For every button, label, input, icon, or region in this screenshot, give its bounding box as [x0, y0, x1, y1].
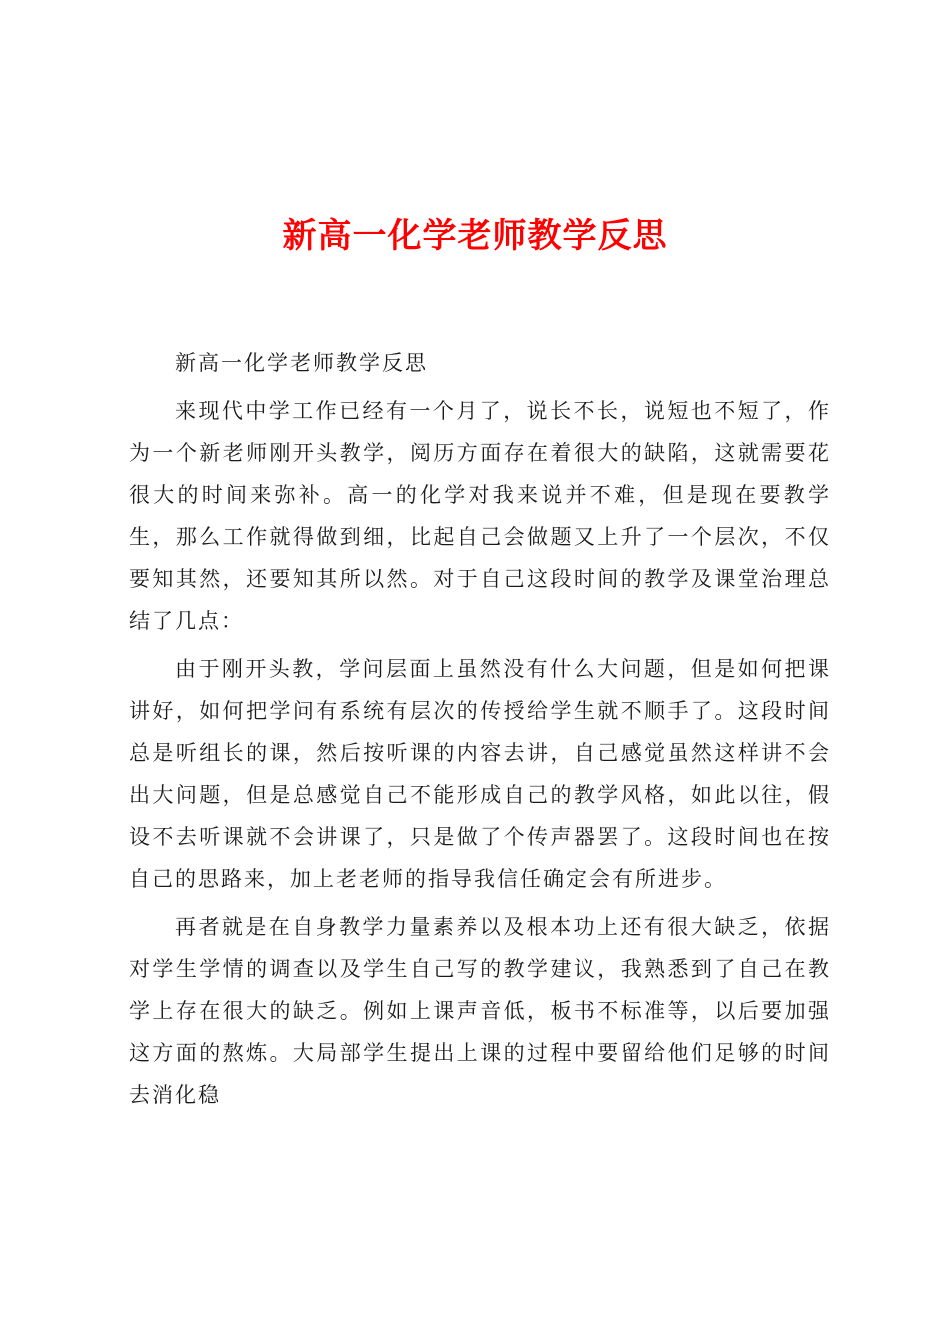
- paragraph-subtitle: 新高一化学老师教学反思: [175, 351, 428, 375]
- paragraph: 再者就是在自身教学力量素养以及根本功上还有很大缺乏，依据对学生学情的调查以及学生自己写的教学建议，我熟悉到了自己在教学上存在很大的缺乏。例如上课声音低，板书不标准等，以后要加强这方面的熬炼。大局部学生提出上课的过程中要留给他们足够的时间去消化稳: [129, 915, 831, 1107]
- document-body: [129, 342, 831, 1122]
- paragraph: 来现代中学工作已经有一个月了，说长不长，说短也不短了，作为一个新老师刚开头教学，阅历方面存在着很大的缺陷，这就需要花很大的时间来弥补。高一的化学对我来说并不难，但是现在要教学生，那么工作就得做到细，比起自己会做题又上升了一个层次，不仅要知其然，还要知其所以然。对于自己这段时间的教学及课堂治理总结了几点：: [129, 399, 831, 633]
- paragraph: 由于刚开头教，学问层面上虽然没有什么大问题，但是如何把课讲好，如何把学问有系统有层次的传授给学生就不顺手了。这段时间总是听组长的课，然后按听课的内容去讲，自己感觉虽然这样讲不会出大问题，但是总感觉自己不能形成自己的教学风格，如此以往，假设不去听课就不会讲课了，只是做了个传声器罢了。这段时间也在按自己的思路来，加上老老师的指导我信任确定会有所进步。: [129, 657, 831, 891]
- document-title: 新高一化学老师教学反思: [282, 216, 668, 256]
